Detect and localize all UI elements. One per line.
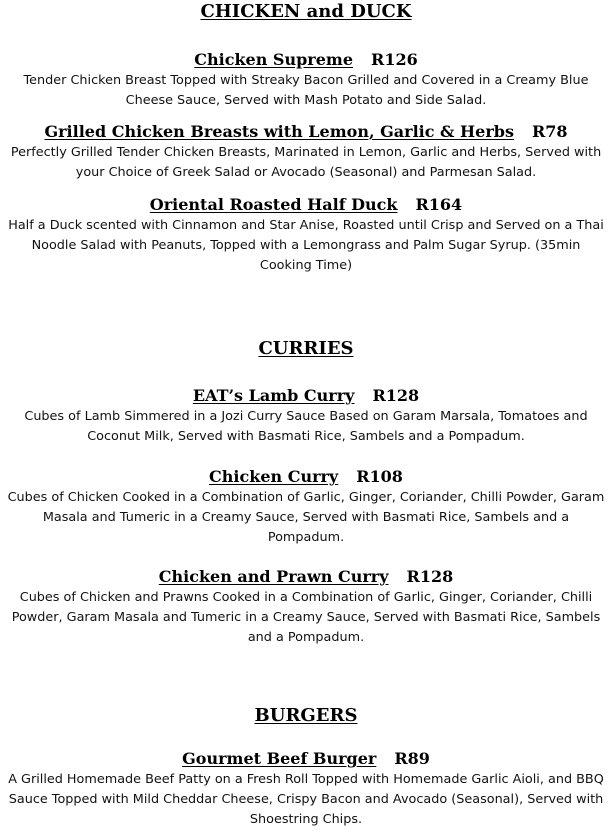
menu-item-chicken-supreme xyxy=(0,50,612,111)
menu-item-price: R126 xyxy=(371,50,418,69)
menu-item-name: Chicken and Prawn Curry xyxy=(158,567,389,586)
menu-item-price: R164 xyxy=(415,195,463,214)
menu-item-description: Cubes of Chicken and Prawns Cooked in a Combination of Garlic, Ginger, Coriander, Chilli Powder, Garam Masala and Tumeric in a Creamy Sauce, Served with Basmati Rice, Sambels and a Pompadum. xyxy=(11,590,601,645)
menu-item-name: Gourmet Beef Burger xyxy=(182,749,377,768)
menu-item-oriental-roasted-half-duck xyxy=(0,195,612,276)
menu-item-price: R108 xyxy=(356,467,403,486)
menu-item-chicken-and-prawn-curry xyxy=(0,567,612,648)
menu-item-header xyxy=(0,386,612,406)
menu-item-header xyxy=(0,749,612,769)
menu-item-name: EAT’s Lamb Curry xyxy=(192,386,355,405)
menu-item-price: R89 xyxy=(394,749,430,768)
section-title-burgers: BURGERS xyxy=(254,705,358,726)
menu-item-name: Oriental Roasted Half Duck xyxy=(149,195,398,214)
menu-item-price: R78 xyxy=(531,122,568,141)
menu-item-description: Half a Duck scented with Cinnamon and Star Anise, Roasted until Crisp and Served on a Thai Noodle Salad with Peanuts, Topped with a Lemongrass and Palm Sugar Syrup. (35min Cooking Time) xyxy=(8,218,604,273)
menu-item-name: Chicken Curry xyxy=(209,467,339,486)
menu-item-description: Perfectly Grilled Tender Chicken Breasts, Marinated in Lemon, Garlic and Herbs, Served with your Choice of Greek Salad or Avocado (Seasonal) and Parmesan Salad. xyxy=(10,145,602,180)
menu-item-description: Cubes of Chicken Cooked in a Combination of Garlic, Ginger, Coriander, Chilli Powder, Garam Masala and Tumeric in a Creamy Sauce, Served with Basmati Rice, Sambels and a Pompadum. xyxy=(7,490,605,545)
menu-item-header xyxy=(0,50,612,70)
menu-item-chicken-curry xyxy=(0,467,612,548)
menu-item-description: Tender Chicken Breast Topped with Streaky Bacon Grilled and Covered in a Creamy Blue Cheese Sauce, Served with Mash Potato and Side Salad. xyxy=(23,73,589,108)
menu-item-price: R128 xyxy=(372,386,420,405)
menu-item-eats-lamb-curry xyxy=(0,386,612,447)
menu-item-description: Cubes of Lamb Simmered in a Jozi Curry Sauce Based on Garam Marsala, Tomatoes and Coconut Milk, Served with Basmati Rice, Sambels and a Pompadum. xyxy=(24,409,588,444)
menu-item-description: A Grilled Homemade Beef Patty on a Fresh Roll Topped with Homemade Garlic Aioli, and BBQ Sauce Topped with Mild Cheddar Cheese, Crispy Bacon and Avocado (Seasonal), Served with Shoestring Chips. xyxy=(8,772,604,827)
menu-item-price: R128 xyxy=(406,567,454,586)
menu-item-header xyxy=(0,467,612,487)
menu-item-header xyxy=(0,195,612,215)
menu-item-name: Chicken Supreme xyxy=(194,50,354,69)
menu-item-header xyxy=(0,122,612,142)
menu-item-gourmet-beef-burger xyxy=(0,749,612,830)
section-title-chicken-duck: CHICKEN and DUCK xyxy=(200,1,412,22)
section-title-curries: CURRIES xyxy=(258,338,354,359)
menu-item-header xyxy=(0,567,612,587)
menu-item-name: Grilled Chicken Breasts with Lemon, Garlic & Herbs xyxy=(44,122,514,141)
menu-item-grilled-chicken-breasts xyxy=(0,122,612,183)
